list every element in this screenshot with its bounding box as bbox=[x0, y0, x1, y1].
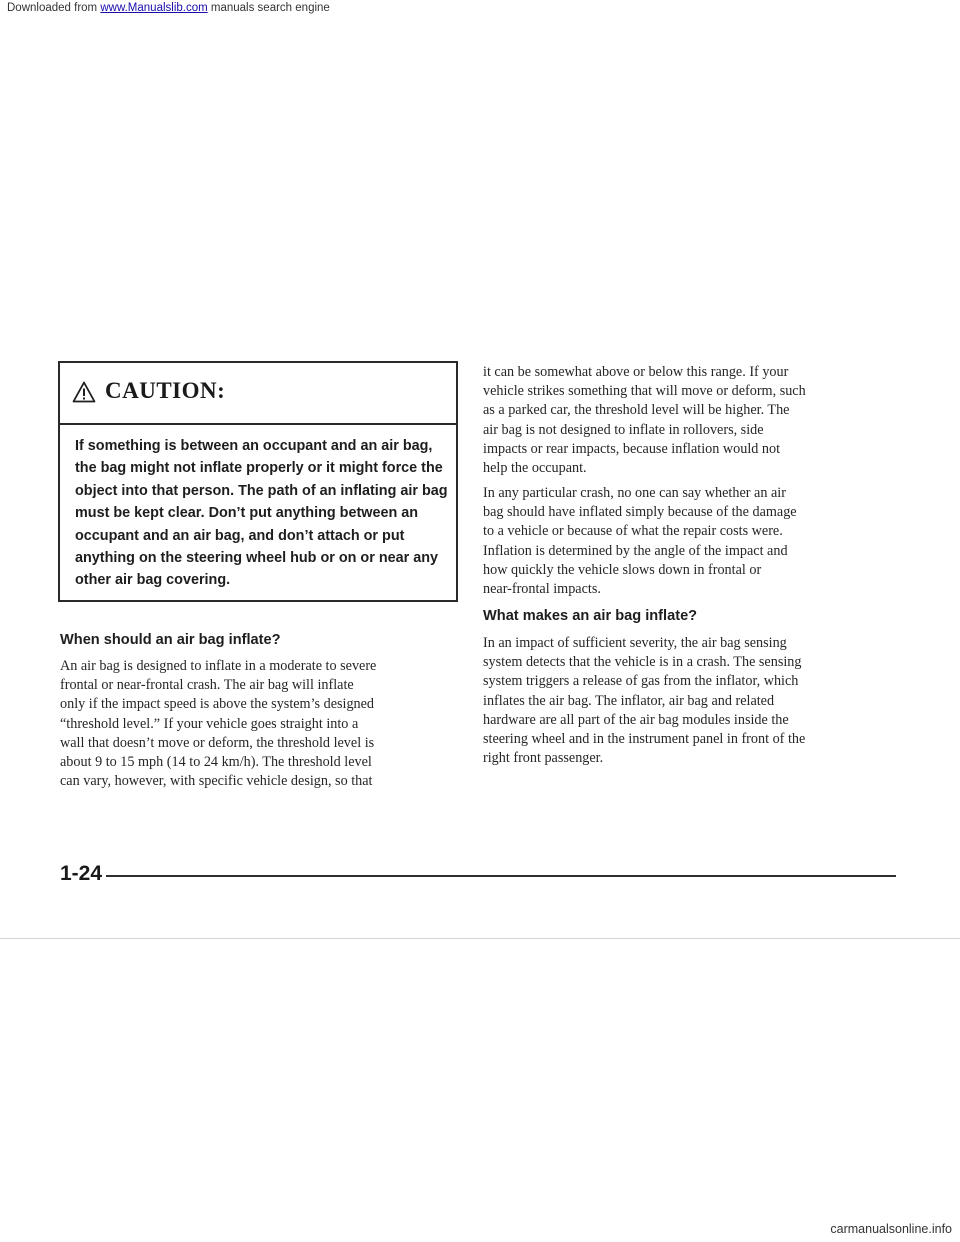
section-heading-when-inflate: When should an air bag inflate? bbox=[60, 632, 281, 648]
page-number: 1-24 bbox=[60, 862, 103, 885]
source-watermark: carmanualsonline.info bbox=[830, 1222, 952, 1236]
paragraph-threshold-range: it can be somewhat above or below this range. If your vehicle strikes something that will move or deform, such as a parked car, the threshold level will be higher. The air bag is not designed to inflate in rollovers, side impacts or rear impacts, because inflation would not help the occupant. bbox=[483, 364, 806, 477]
section-heading-what-makes-inflate: What makes an air bag inflate? bbox=[483, 608, 698, 624]
manualslib-link[interactable]: www.Manualslib.com bbox=[100, 2, 208, 14]
caution-title: CAUTION: bbox=[105, 378, 226, 403]
caution-text: If something is between an occupant and an air bag, the bag might not inflate properly or it might force the object into that person. The path of an inflating air bag must be kept clear. Don’t put anything between an occupant and an air bag, and don’t attach or put anything on the steering wheel hub or on or near any other air bag covering. bbox=[75, 438, 448, 589]
scan-edge-divider bbox=[0, 938, 960, 939]
footer-divider bbox=[106, 875, 896, 877]
paragraph-inflation-determination: In any particular crash, no one can say whether an air bag should have inflated simply because of the damage to a vehicle or because of what the repair costs were. Inflation is determined by the angle of the impact and how quickly the vehicle slows down in frontal or near-frontal impacts. bbox=[483, 485, 797, 598]
warning-triangle-icon bbox=[72, 381, 96, 403]
paragraph-when-inflate: An air bag is designed to inflate in a moderate to severe frontal or near-frontal crash. The air bag will inflate only if the impact speed is above the system’s designed “threshold level.” If your vehicle goes straight into a wall that doesn’t move or deform, the threshold level is about 9 to 15 mph (14 to 24 km/h). The threshold level can vary, however, with specific vehicle design, so that bbox=[60, 658, 377, 790]
download-banner bbox=[7, 2, 330, 14]
caution-header bbox=[60, 363, 456, 425]
banner-prefix: Downloaded from bbox=[7, 2, 101, 14]
caution-box bbox=[58, 361, 458, 602]
paragraph-sensing-system: In an impact of sufficient severity, the air bag sensing system detects that the vehicle is in a crash. The sensing system triggers a release of gas from the inflator, which inflates the air bag. The inflator, air bag and related hardware are all part of the air bag modules inside the steering wheel and in the instrument panel in front of the right front passenger. bbox=[483, 635, 806, 767]
banner-suffix: manuals search engine bbox=[207, 2, 330, 14]
